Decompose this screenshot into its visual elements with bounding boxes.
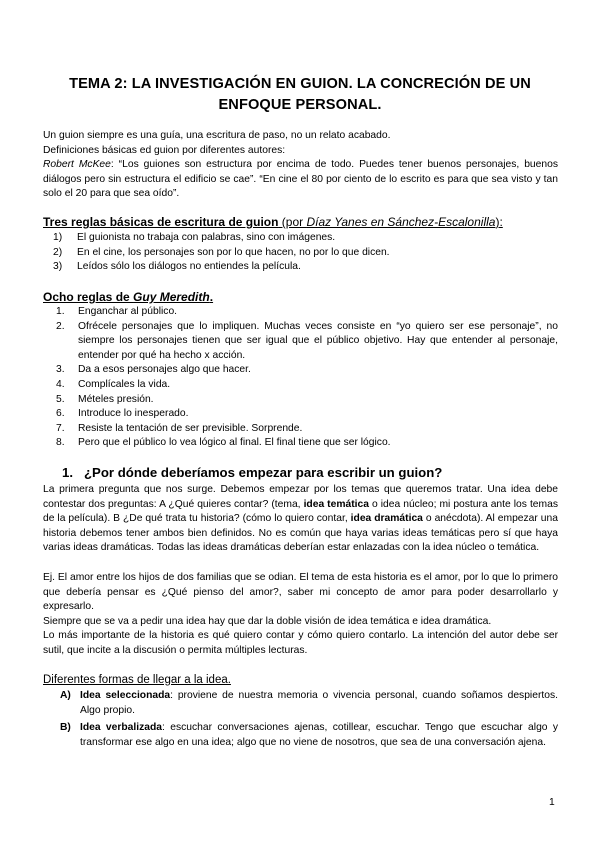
list-item: 8. Pero que el público lo vea lógico al final. El final tiene que ser lógico. — [56, 437, 391, 449]
section-1-para-4: Lo más importante de la historia es qué quiero contar y cómo quiero contarlo. La intención del autor debe ser sutil, que incite a la discusión o permita múltiples lecturas. — [43, 630, 558, 656]
list-item: 1. Enganchar al público. — [56, 306, 178, 317]
list-item: 3) Leídos sólo los diálogos no entiendes la película. — [53, 261, 301, 273]
tres-reglas-list — [53, 231, 558, 275]
section-1-heading: 1. ¿Por dónde deberíamos empezar para escribir un guion? — [62, 465, 443, 480]
mckee-quote — [43, 158, 558, 202]
list-item: 6. Introduce lo inesperado. — [56, 408, 189, 420]
list-item: 2. Ofrécele personajes que lo impliquen. Muchas veces consiste en “yo quiero ser ese personaje”, no siempre los personajes tienen que ser igual que el público objetivo. Hay que entender al personaje, entender por qué ha hecho x acción. — [56, 320, 558, 361]
ocho-reglas-heading: Ocho reglas de Guy Meredith. — [43, 290, 214, 304]
quote-text: : “Los guiones son estructura por encima de todo. Puedes tener buenos personajes, buenos diálogos pero sin estructura el edificio se cae”. “En cine el 80 por ciento de lo escrito es para que sea visto y tan solo el 20 para que sea oído”. — [43, 159, 558, 200]
ocho-reglas-list — [56, 305, 558, 451]
intro-line-1: Un guion siempre es una guía, una escritura de paso, no un relato acabado. — [43, 130, 391, 141]
page-title: TEMA 2: LA INVESTIGACIÓN EN GUION. LA CONCRECIÓN DE UN ENFOQUE PERSONAL. — [69, 76, 531, 113]
list-item: 5. Mételes presión. — [56, 393, 154, 405]
section-1-para-3: Siempre que se va a pedir una idea hay que dar la doble visión de idea temática e idea dramática. — [43, 615, 492, 627]
list-item: 7. Resiste la tentación de ser previsible. Sorprende. — [56, 422, 303, 434]
tres-reglas-heading: Tres reglas básicas de escritura de guion (por Díaz Yanes en Sánchez-Escalonilla): — [43, 215, 503, 229]
list-item: B) Idea verbalizada: escuchar conversaciones ajenas, cotillear, escuchar. Tengo que escuchar algo y transformar ese algo en una idea; algo que no viene de nosotros, que sea de una conversación ajena. — [60, 722, 558, 748]
list-item: A) Idea seleccionada: proviene de nuestra memoria o vivencia personal, cuando soñamos despiertos. Algo propio. — [60, 690, 558, 716]
list-item: 1) El guionista no trabaja con palabras, sino con imágenes. — [53, 232, 336, 243]
list-item: 4. Complícales la vida. — [56, 378, 171, 390]
section-1-para-1: La primera pregunta que nos surge. Debemos empezar por los temas que queremos tratar. Una idea debe contestar dos preguntas: A ¿Qué quieres contar? (tema, idea temática o idea núcleo; mi postura ante los temas de la película). B ¿De qué trata tu historia? (cómo lo quiero contar, idea dramática o anécdota). Al empezar una historia debemos tener ambos bien definidos. No es común que haya varias ideas temáticas pero sí que haya varias ideas dramáticas. Todas las ideas dramáticas deberían estar enlazadas con la idea núcleo o temática. — [43, 484, 558, 554]
formas-heading: Diferentes formas de llegar a la idea. — [43, 674, 231, 686]
formas-list — [60, 689, 558, 750]
section-1-para-2: Ej. El amor entre los hijos de dos familias que se odian. El tema de esta historia es el amor, por lo que lo primero que debería pensar es ¿Qué pienso del amor?, saber mi concepto de amor para poder desarrollarlo y expresarlo. — [43, 572, 558, 613]
list-item: 3. Da a esos personajes algo que hacer. — [56, 364, 251, 376]
quote-author: Robert McKee — [43, 159, 111, 171]
list-item: 2) En el cine, los personajes son por lo que hacen, no por lo que dicen. — [53, 246, 390, 258]
page-number: 1 — [549, 797, 555, 808]
intro-line-2: Definiciones básicas ed guion por diferentes autores: — [43, 144, 286, 156]
